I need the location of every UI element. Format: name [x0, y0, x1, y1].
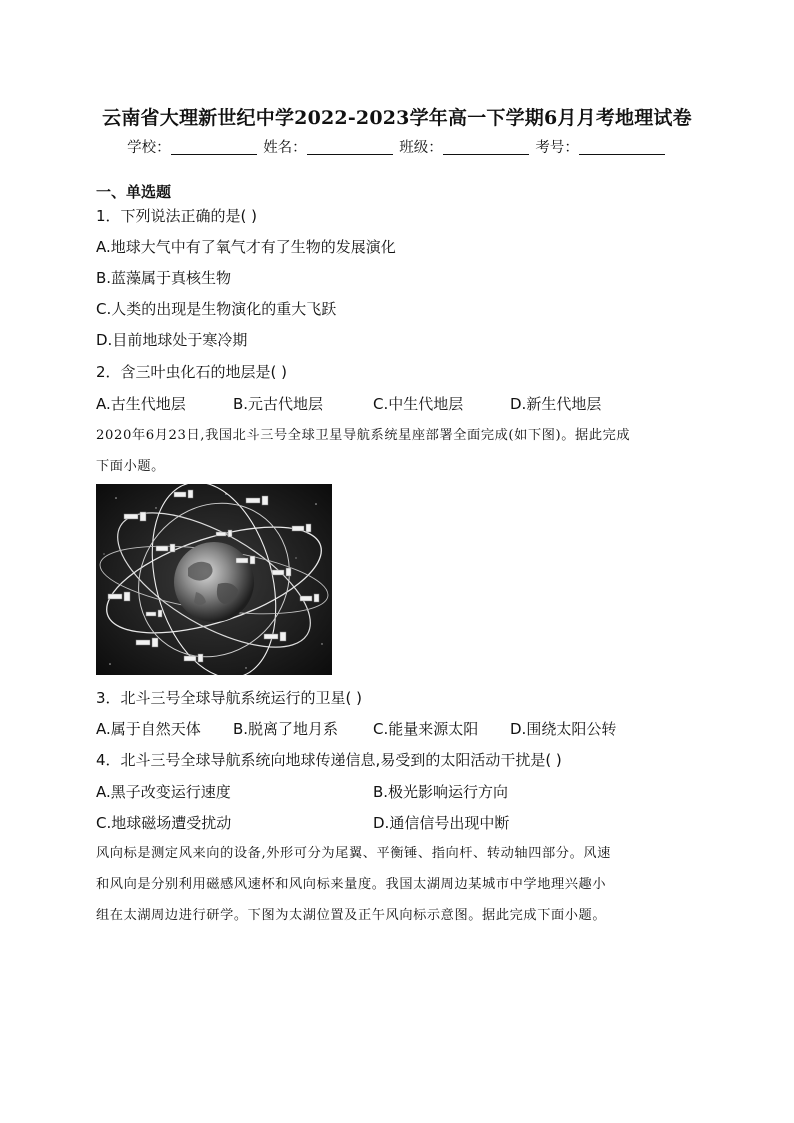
- question-3-option-d[interactable]: D.围绕太阳公转: [510, 720, 617, 738]
- school-label: 学校：: [127, 140, 171, 156]
- question-3-option-b[interactable]: B.脱离了地月系: [233, 720, 339, 738]
- question-2-option-a[interactable]: A.古生代地层: [96, 395, 186, 413]
- section-heading: 一、单选题: [96, 183, 172, 201]
- passage-beidou-line-1: 2020年6月23日,我国北斗三号全球卫星导航系统星座部署全面完成(如下图)。据此完成: [96, 428, 631, 443]
- question-3-stem: 3．北斗三号全球导航系统运行的卫星( ): [96, 689, 363, 707]
- earth-globe: [174, 542, 254, 622]
- question-2-option-b[interactable]: B.元古代地层: [233, 395, 324, 413]
- question-1-option-c[interactable]: C.人类的出现是生物演化的重大飞跃: [96, 300, 337, 318]
- question-3-option-c[interactable]: C.能量来源太阳: [373, 720, 479, 738]
- name-label: 姓名：: [263, 140, 307, 156]
- question-1-stem: 1．下列说法正确的是( ): [96, 207, 258, 225]
- question-3-option-a[interactable]: A.属于自然天体: [96, 720, 201, 738]
- number-label: 考号：: [535, 140, 579, 156]
- student-info-row: [0, 136, 794, 157]
- question-2-option-c[interactable]: C.中生代地层: [373, 395, 464, 413]
- exam-title: 云南省大理新世纪中学2022-2023学年高一下学期6月月考地理试卷: [102, 107, 692, 129]
- question-2-option-d[interactable]: D.新生代地层: [510, 395, 602, 413]
- passage-beidou-line-2: 下面小题。: [96, 459, 165, 474]
- class-label: 班级：: [399, 140, 443, 156]
- passage-wind-vane: [96, 838, 706, 931]
- question-4-option-a[interactable]: A.黑子改变运行速度: [96, 783, 231, 801]
- beidou-satellite-figure: [96, 484, 332, 675]
- satellite-constellation-illustration: [96, 484, 332, 675]
- class-blank[interactable]: [443, 140, 529, 155]
- name-blank[interactable]: [307, 140, 393, 155]
- question-4-option-c[interactable]: C.地球磁场遭受扰动: [96, 814, 232, 832]
- question-1-option-b[interactable]: B.蓝藻属于真核生物: [96, 269, 232, 287]
- number-blank[interactable]: [579, 140, 665, 155]
- school-blank[interactable]: [171, 140, 257, 155]
- question-4-option-b[interactable]: B.极光影响运行方向: [373, 783, 509, 801]
- question-1-option-a[interactable]: A.地球大气中有了氧气才有了生物的发展演化: [96, 238, 396, 256]
- question-4-option-d[interactable]: D.通信信号出现中断: [373, 814, 510, 832]
- question-4-stem: 4．北斗三号全球导航系统向地球传递信息,易受到的太阳活动干扰是( ): [96, 751, 562, 769]
- question-1-option-d[interactable]: D.目前地球处于寒冷期: [96, 331, 248, 349]
- passage-wind-vane-line-3: 组在太湖周边进行研学。下图为太湖位置及正午风向标示意图。据此完成下面小题。: [96, 908, 607, 923]
- question-2-stem: 2．含三叶虫化石的地层是( ): [96, 363, 288, 381]
- passage-wind-vane-line-1: 风向标是测定风来向的设备,外形可分为尾翼、平衡锤、指向杆、转动轴四部分。风速: [96, 846, 611, 861]
- passage-beidou: [96, 420, 706, 482]
- passage-wind-vane-line-2: 和风向是分别利用磁感风速杯和风向标来量度。我国太湖周边某城市中学地理兴趣小: [96, 877, 607, 892]
